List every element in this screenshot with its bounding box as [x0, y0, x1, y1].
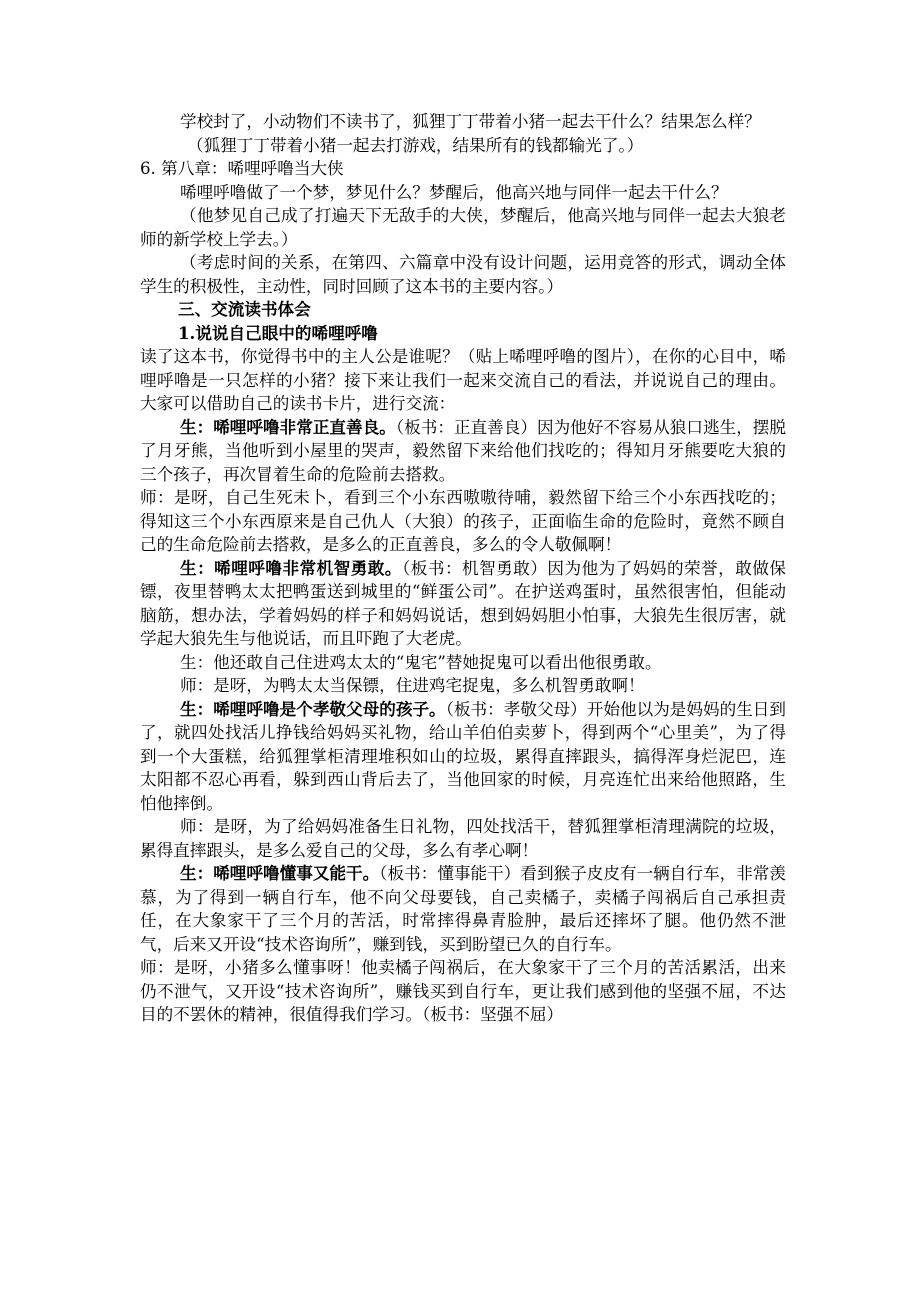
text-run: （板书：孝敬父母）开始他以为是妈妈的生日到了，就四处找活儿挣钱给妈妈买礼物，给山羊伯伯卖萝卜，得到两个“心里美”，为了得到一个大蛋糕，给狐狸掌柜清理堆积如山的垃圾，累得直摔跟头，搞得浑身烂泥巴，连太阳都不忍心再看，躲到西山背后去了，当他回家的时候，月亮连忙出来给他照路，生怕他摔倒。: [140, 699, 787, 813]
paragraph-15: [140, 698, 786, 816]
paragraph-8: [140, 322, 786, 346]
text-run: （他梦见自己成了打遍天下无敌手的大侠，梦醒后，他高兴地与同伴一起去大狼老师的新学校上学去。）: [140, 206, 786, 249]
bold-phrase: 生：唏哩呼噜懂事又能干。: [180, 863, 380, 883]
text-run: 6. 第八章：唏哩呼噜当大侠: [140, 159, 344, 178]
text-run: 唏哩呼噜做了一个梦，梦见什么？梦醒后，他高兴地与同伴一起去干什么？: [180, 182, 728, 202]
paragraph-4: [140, 181, 786, 205]
text-run: （板书：正直善良）因为他好不容易从狼口逃生，摆脱了月牙熊，当他听到小屋里的哭声，毅然留下来给他们找吃的；得知月牙熊要吃大狼的三个孩子，再次冒着生命的危险前去搭救。: [140, 417, 787, 484]
document-body: [140, 110, 786, 1027]
paragraph-7: [140, 298, 786, 322]
bold-phrase: 三、交流读书体会: [178, 299, 311, 319]
paragraph-12: [140, 557, 786, 651]
text-run: （板书：懂事能干）看到猴子皮皮有一辆自行车，非常羡慕，为了得到一辆自行车，他不向父母要钱，自己卖橘子，卖橘子闯祸后自己承担责任，在大象家干了三个月的苦活，时常摔得鼻青脸肿，最后还摔坏了腿。他仍然不泄气，后来又开设“技术咨询所”，赚到钱，买到盼望已久的自行车。: [140, 864, 786, 954]
text-run: 师：是呀，小猪多么懂事呀！他卖橘子闯祸后，在大象家干了三个月的苦活累活，出来仍不泄气，又开设“技术咨询所”，赚钱买到自行车，更让我们感到他的坚强不屈，不达目的不罢休的精神，很值得我们学习。（板书：坚强不屈）: [140, 958, 786, 1024]
text-run: （考虑时间的关系，在第四、六篇章中没有设计问题，运用竞答的形式，调动全体学生的积极性，主动性，同时回顾了这本书的主要内容。）: [140, 253, 786, 296]
text-run: 生：他还敢自己住进鸡太太的“鬼宅”替她捉鬼可以看出他很勇敢。: [180, 652, 662, 672]
paragraph-18: [140, 956, 786, 1027]
paragraph-13: [140, 651, 786, 675]
paragraph-16: [140, 815, 786, 862]
text-run: 师：是呀，为了给妈妈准备生日礼物，四处找活干，替狐狸掌柜清理满院的垃圾，累得直摔跟头，是多么爱自己的父母，多么有孝心啊！: [140, 817, 786, 860]
text-run: 师：是呀，为鸭太太当保镖，住进鸡宅捉鬼，多么机智勇敢啊！: [180, 676, 645, 695]
paragraph-2: [140, 134, 786, 158]
bold-phrase: 生：唏哩呼噜是个孝敬父母的孩子。: [180, 698, 446, 719]
paragraph-11: [140, 486, 786, 557]
text-run: 师：是呀，自己生死未卜，看到三个小东西嗷嗷待哺，毅然留下给三个小东西找吃的；得知这三个小东西原来是自己仇人（大狼）的孩子，正面临生命的危险时，竟然不顾自己的生命危险前去搭救，是多么的正直善良，多么的令人敬佩啊！: [140, 488, 786, 554]
bold-phrase: 生：唏哩呼噜非常正直善良。: [180, 416, 396, 437]
paragraph-14: [140, 674, 786, 698]
paragraph-1: [140, 110, 786, 134]
paragraph-10: [140, 416, 786, 487]
paragraph-3: [140, 157, 786, 181]
text-run: 读了这本书，你觉得书中的主人公是谁呢？（贴上唏哩呼噜的图片），在你的心目中，唏哩呼噜是一只怎样的小猪？接下来让我们一起来交流自己的看法，并说说自己的理由。大家可以借助自己的读书卡片，进行交流：: [140, 347, 786, 413]
paragraph-9: [140, 345, 786, 416]
paragraph-5: [140, 204, 786, 251]
paragraph-17: [140, 862, 786, 956]
text-run: （狐狸丁丁带着小猪一起去打游戏，结果所有的钱都输光了。）: [187, 135, 644, 155]
bold-phrase: 1.说说自己眼中的唏哩呼噜: [178, 322, 378, 343]
text-run: 学校封了，小动物们不读书了，狐狸丁丁带着小猪一起去干什么？结果怎么样？: [180, 112, 761, 131]
text-run: （板书：机智勇敢）因为他为了妈妈的荣誉，敢做保镖，夜里替鸭太太把鸭蛋送到城里的“鲜蛋公司”。在护送鸡蛋时，虽然很害怕，但能动脑筋，想办法，学着妈妈的样子和妈妈说话，想到妈妈胆小怕事，大狼先生很厉害，就学起大狼先生与他说话，而且吓跑了大老虎。: [140, 558, 787, 648]
bold-phrase: 生：唏哩呼噜非常机智勇敢。: [180, 557, 403, 578]
paragraph-6: [140, 251, 786, 298]
